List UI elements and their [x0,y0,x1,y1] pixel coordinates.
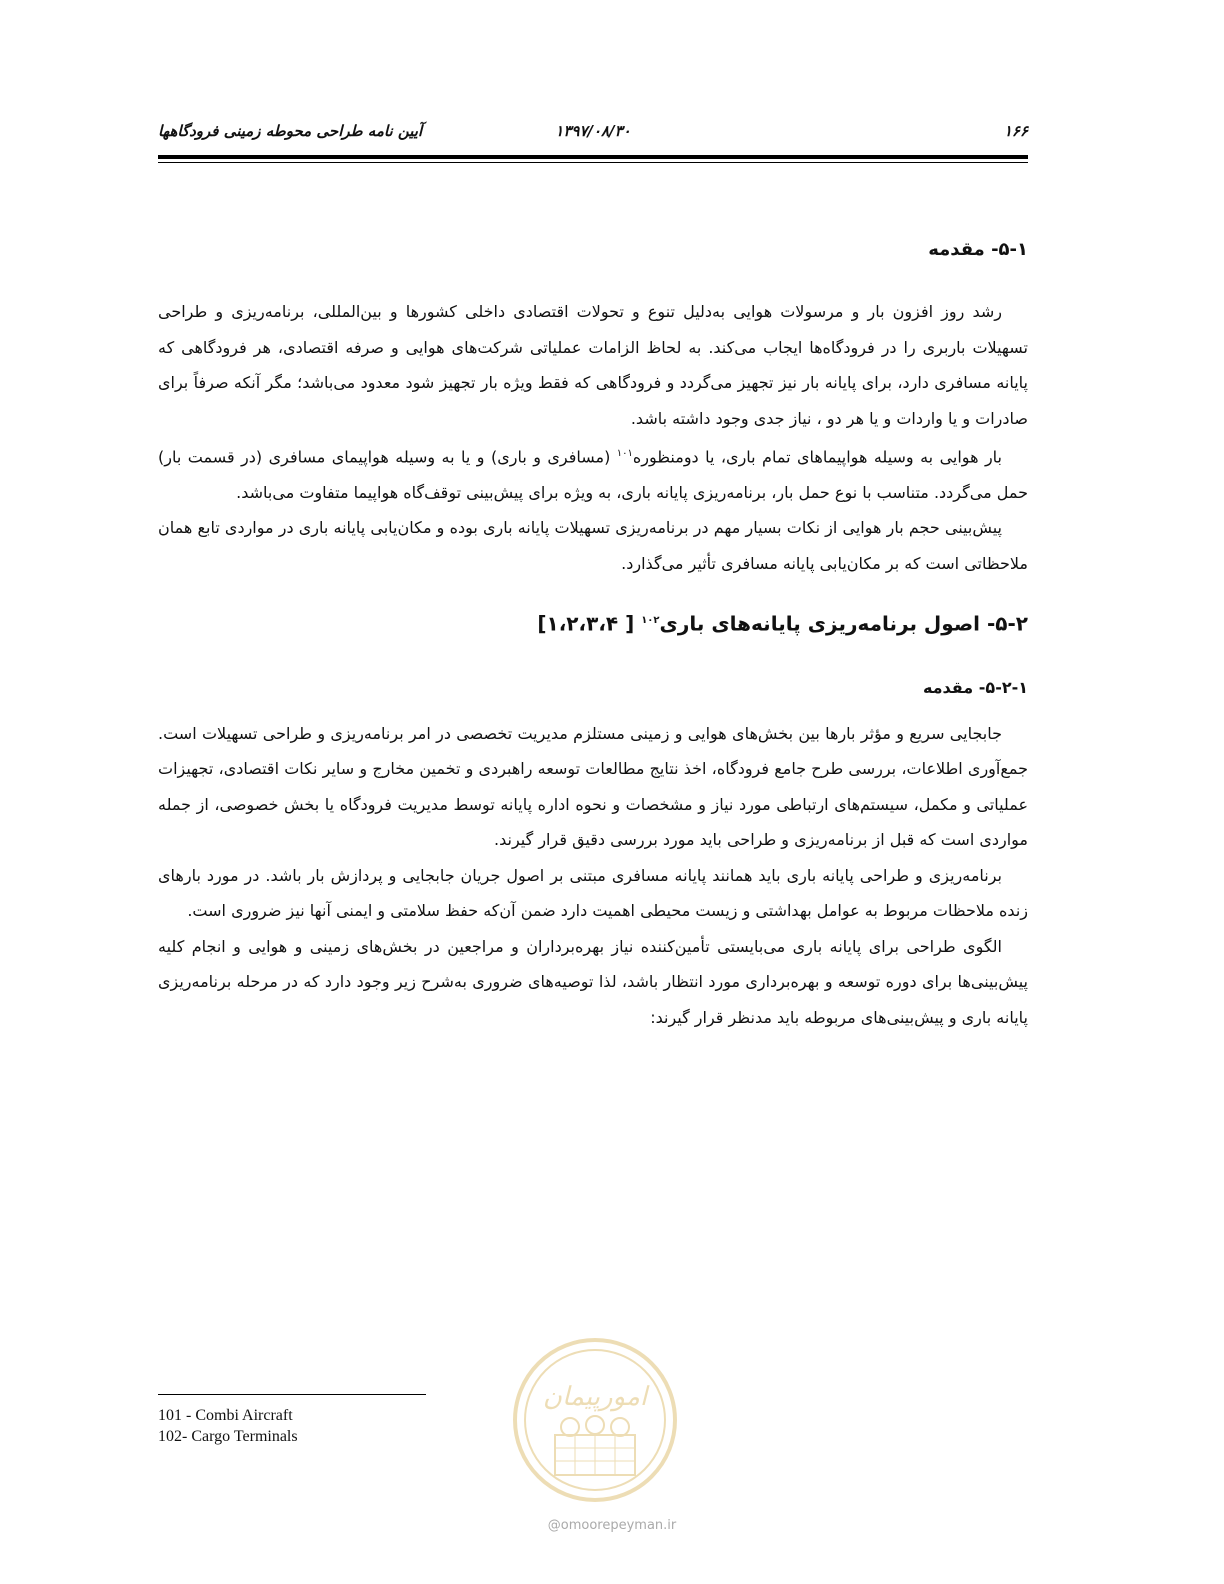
paragraph: جابجایی سریع و مؤثر بارها بین بخش‌های هوایی و زمینی مستلزم مدیریت تخصصی در امر برنامه‌ریزی و طراحی تسهیلات است. جمع‌آوری اطلاعات، بررسی طرح جامع فرودگاه، اخذ نتایج مطالعات توسعه راهبردی و تخمین مخارج و سایر نکات اقتصادی، تجهیزات عملیاتی و مکمل، سیستم‌های ارتباطی مورد نیاز و مشخصات و نحوه اداره پایانه توسط مدیریت فرودگاه یا بخش خصوصی، از جمله مواردی است که قبل از برنامه‌ریزی و طراحی باید مورد بررسی دقیق قرار گیرند. [158,723,1028,850]
footnotes [158,1405,298,1447]
section-1-heading: ۵-۱- مقدمه [928,239,1028,260]
paragraph [158,436,1028,510]
footnote-rule [158,1394,426,1395]
paragraph-text: (مسافری و باری) و یا به وسیله هواپیمای مسافری (در قسمت بار) حمل می‌گردد. متناسب با نوع حمل بار، برنامه‌ریزی پایانه باری، به ویژه برای پیش‌بینی توقف‌گاه هواپیما متفاوت می‌باشد. [158,447,1028,502]
header-title: آیین نامه طراحی محوطه زمینی فرودگاهها [158,122,423,140]
page-body [158,230,1028,1035]
page-header [158,118,1028,144]
paragraph: برنامه‌ریزی و طراحی پایانه باری باید همانند پایانه مسافری مبتنی بر اصول جریان جابجایی و پردازش بار باشد. در مورد بارهای زنده ملاحظات مربوط به عوامل بهداشتی و زیست محیطی اهمیت دارد ضمن آن‌که حفظ سلامتی و ایمنی آنها نیز ضروری است. [158,865,1028,921]
paragraph: پیش‌بینی حجم بار هوایی از نکات بسیار مهم در برنامه‌ریزی تسهیلات پایانه باری بوده و مکان‌یابی پایانه باری در مواردی تابع همان ملاحظاتی است که بر مکان‌یابی پایانه مسافری تأثیر می‌گذارد. [158,518,1028,573]
subsection-heading: ۵-۲-۱- مقدمه [922,677,1028,697]
header-rule-thick [158,155,1028,159]
footnote-102: 102- Cargo Terminals [158,1428,298,1445]
section-2-heading [158,601,1028,644]
section-2-refs: [ ۱،۲،۳،۴] [537,611,635,636]
header-date: ۱۳۹۷/۰۸/۳۰ [555,122,631,140]
watermark-site: @omoorepeyman.ir [547,1518,677,1533]
watermark-text: امورپیمان [542,1382,648,1412]
watermark-seal-icon [510,1335,680,1505]
footnote-ref: ۱۰۲ [641,615,660,627]
footnote-ref: ۱۰۱ [616,448,633,459]
paragraph: الگوی طراحی برای پایانه باری می‌بایستی تأمین‌کننده نیاز بهره‌برداران و مراجعین در بخش‌های زمینی و هوایی و انجام کلیه پیش‌بینی‌ها برای دوره توسعه و بهره‌برداری مورد انتظار باشد، لذا توصیه‌های ضروری به‌شرح زیر وجود دارد که در مرحله برنامه‌ریزی پایانه باری و پیش‌بینی‌های مربوطه باید مدنظر قرار گیرند: [158,936,1028,1027]
footnote-101: 101 - Combi Aircraft [158,1407,293,1424]
paragraph: رشد روز افزون بار و مرسولات هوایی به‌دلیل تنوع و تحولات اقتصادی داخلی کشورها و بین‌المللی، برنامه‌ریزی و طراحی تسهیلات باربری را در فرودگاه‌ها ایجاب می‌کند. به لحاظ الزامات عملیاتی شرکت‌های هوایی و صرفه اقتصادی، هر فرودگاهی که پایانه مسافری دارد، برای پایانه بار نیز تجهیز می‌گردد و فرودگاهی که فقط ویژه بار تجهیز شود معدود می‌باشد؛ مگر آنکه صرفاً برای صادرات و یا واردات و یا هر دو ، نیاز جدی وجود داشته باشد. [158,302,1028,428]
page-number: ۱۶۶ [1003,122,1028,140]
paragraph-text: بار هوایی به وسیله هواپیماهای تمام باری، یا دومنظوره [632,447,1002,467]
section-2-title: ۵-۲- اصول برنامه‌ریزی پایانه‌های باری [659,611,1028,636]
header-rule-thin [158,162,1028,163]
